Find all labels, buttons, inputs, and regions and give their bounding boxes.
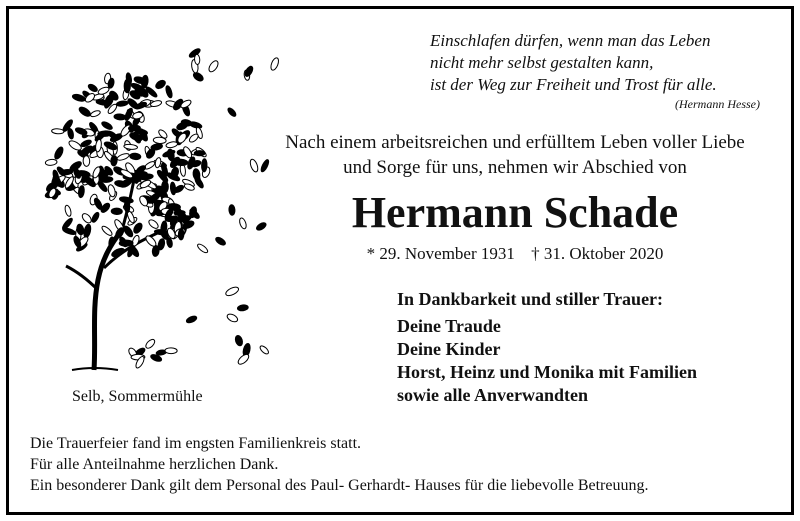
- footer-line-3: Ein besonderer Dank gilt dem Personal des Paul- Gerhardt- Hauses für die liebevolle Betreuung.: [30, 477, 649, 494]
- leaf-shape: [116, 152, 130, 161]
- leaf-shape: [225, 285, 240, 297]
- leaf-shape: [196, 243, 209, 255]
- leaf-shape: [244, 65, 255, 78]
- hesse-quote: [430, 30, 760, 112]
- leaf-shape: [107, 184, 116, 198]
- leaf-shape: [174, 159, 188, 166]
- leaf-shape: [81, 212, 93, 225]
- birth-date: * 29. November 1931: [366, 244, 515, 263]
- leaf-shape: [78, 185, 85, 198]
- mourner-name: Deine Kinder: [397, 339, 501, 359]
- life-dates: [250, 243, 780, 265]
- footer-text: [30, 433, 770, 496]
- intro-line-1: Nach einem arbeitsreichen und erfülltem Leben voller Liebe: [285, 132, 745, 153]
- leaf-shape: [108, 237, 114, 249]
- leaf-shape: [75, 126, 88, 135]
- leaf-shape: [178, 229, 184, 240]
- leaf-shape: [53, 146, 65, 160]
- place-of-residence: Selb, Sommermühle: [72, 388, 203, 405]
- leaf-shape: [45, 159, 57, 166]
- leaf-shape: [78, 105, 92, 118]
- leaf-shape: [194, 176, 205, 189]
- leaf-shape: [166, 141, 179, 149]
- intro-text: [250, 130, 780, 180]
- quote-line: Einschlafen dürfen, wenn man das Leben: [430, 31, 711, 50]
- leaf-shape: [165, 85, 174, 98]
- leaf-shape: [110, 155, 117, 166]
- leaf-shape: [192, 71, 205, 83]
- death-date: † 31. Oktober 2020: [531, 244, 664, 263]
- leaf-shape: [147, 218, 159, 230]
- mourner-name: Deine Traude: [397, 316, 501, 336]
- leaf-shape: [194, 54, 200, 64]
- intro-line-2: und Sorge für uns, nehmen wir Abschied von: [343, 157, 687, 178]
- leaf-shape: [87, 83, 98, 93]
- leaf-shape: [130, 153, 142, 160]
- leaf-shape: [144, 338, 156, 350]
- leaf-shape: [238, 217, 247, 230]
- leaf-shape: [91, 211, 101, 223]
- leaf-shape: [259, 344, 270, 355]
- leaf-shape: [124, 144, 138, 150]
- leaf-shape: [128, 125, 140, 131]
- leaf-shape: [83, 156, 90, 167]
- leaf-shape: [101, 120, 114, 131]
- leaf-shape: [111, 208, 122, 215]
- quote-line: ist der Weg zur Freiheit und Trost für alle.: [430, 75, 717, 94]
- quote-author: (Hermann Hesse): [675, 97, 760, 111]
- leaf-shape: [116, 100, 128, 107]
- leaf-shape: [51, 128, 64, 134]
- leaf-shape: [234, 335, 244, 347]
- leaf-shape: [114, 113, 126, 120]
- leaf-shape: [229, 205, 236, 216]
- leaf-shape: [237, 304, 248, 311]
- leaf-shape: [194, 151, 205, 156]
- quote-line: nicht mehr selbst gestalten kann,: [430, 53, 654, 72]
- leaf-shape: [227, 107, 238, 118]
- leaf-shape: [101, 225, 114, 237]
- mourner-name: Horst, Heinz und Monika mit Familien: [397, 362, 698, 382]
- leaf-shape: [207, 59, 220, 73]
- leaf-shape: [154, 79, 167, 91]
- leaf-shape: [150, 143, 163, 151]
- mourner-name: sowie alle Anverwandten: [397, 385, 588, 405]
- leaf-shape: [185, 315, 197, 324]
- mourners-heading: In Dankbarkeit und stiller Trauer:: [397, 289, 664, 309]
- footer-line-2: Für alle Anteilnahme herzlichen Dank.: [30, 456, 279, 473]
- leaf-shape: [165, 348, 177, 354]
- deceased-name: Hermann Schade: [351, 188, 679, 237]
- leaf-shape: [152, 245, 160, 256]
- leaf-shape: [201, 159, 207, 172]
- leaf-shape: [62, 227, 77, 236]
- leaf-shape: [90, 110, 101, 118]
- footer-line-1: Die Trauerfeier fand im engsten Familienkreis statt.: [30, 435, 362, 452]
- mourners-block: [397, 288, 697, 407]
- leaf-shape: [98, 131, 112, 137]
- leaf-shape: [64, 205, 72, 217]
- tree-illustration: [32, 40, 282, 380]
- leaf-shape: [226, 312, 239, 323]
- leaf-shape: [269, 57, 280, 71]
- leaf-shape: [214, 236, 226, 247]
